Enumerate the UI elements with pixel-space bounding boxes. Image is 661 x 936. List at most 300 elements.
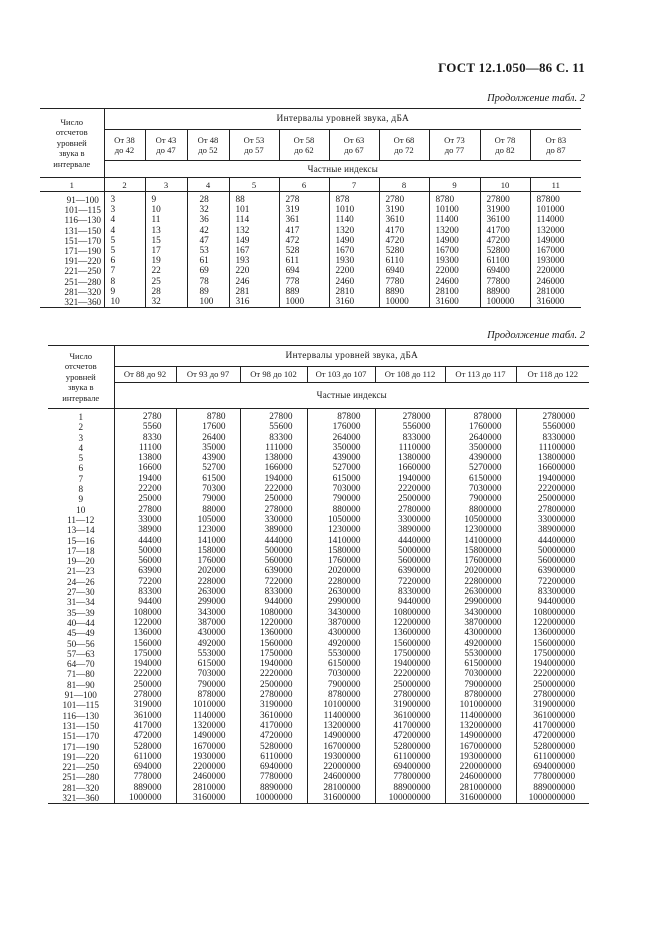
- index-value: 2280000: [307, 577, 375, 587]
- column-number: 9: [429, 178, 480, 192]
- row-header-line: звука в: [58, 148, 85, 159]
- index-value: 1080000: [240, 608, 307, 618]
- table-row: [40, 192, 581, 206]
- index-value: 22800000: [445, 577, 516, 587]
- row-header-line: Число: [60, 116, 84, 127]
- index-value: 220: [229, 266, 279, 276]
- index-value: 55300000: [445, 649, 516, 659]
- row-label: 221—250: [40, 266, 104, 276]
- index-value: 319000: [114, 700, 176, 710]
- index-value: 8780000: [307, 690, 375, 700]
- index-value: 9: [145, 192, 187, 206]
- index-value: 19300: [429, 256, 480, 266]
- index-value: 25000000: [537, 494, 576, 505]
- index-value: 1320000: [176, 721, 240, 731]
- interval-column-header-line: до 57: [244, 145, 264, 155]
- table-row: [48, 597, 589, 607]
- index-value: 1050000: [307, 515, 375, 525]
- index-value: 1000000: [114, 793, 176, 804]
- index-value: 278: [279, 192, 329, 206]
- index-value: 22: [145, 266, 187, 276]
- index-value: 122000: [114, 618, 176, 628]
- index-value: 1360000: [240, 628, 307, 638]
- index-value: 7030000: [445, 484, 516, 494]
- index-value: 528: [279, 246, 329, 256]
- index-value: 528000000: [533, 741, 576, 752]
- index-value: 19400: [114, 474, 176, 484]
- index-value: 193000000: [445, 752, 516, 762]
- index-value: 350000: [307, 443, 375, 453]
- index-value: 220000: [536, 266, 565, 277]
- index-value: 5000000: [375, 546, 445, 556]
- index-value: 70300000: [445, 669, 516, 679]
- index-value: 17600000: [445, 556, 516, 566]
- index-value: 26300000: [445, 587, 516, 597]
- index-value: 156000000: [533, 638, 576, 649]
- table-row: [48, 422, 589, 432]
- table-row: [48, 453, 589, 463]
- row-label: 24—26: [48, 577, 114, 587]
- index-value: 6110: [379, 256, 429, 266]
- row-label: 171—190: [40, 246, 104, 256]
- index-value: 13200000: [307, 721, 375, 731]
- table-row: [48, 762, 589, 772]
- index-value: 316000: [536, 297, 565, 308]
- table-row: [48, 742, 589, 752]
- index-value: 5560: [114, 422, 176, 432]
- table-row: [48, 409, 589, 423]
- index-value: 55600: [240, 422, 307, 432]
- index-value: 319: [279, 205, 329, 215]
- row-label: 10: [48, 505, 114, 515]
- index-value: 176000: [307, 422, 375, 432]
- index-value: 8330000: [542, 432, 576, 443]
- index-value: 38900000: [537, 525, 576, 536]
- index-value: 778000: [114, 772, 176, 782]
- index-value: 36100: [480, 215, 530, 225]
- row-label: 321—360: [48, 793, 114, 804]
- table-row: [48, 721, 589, 731]
- index-value: 5280: [379, 246, 429, 256]
- index-value: 52800000: [375, 742, 445, 752]
- index-value: 278000000: [533, 690, 576, 701]
- index-value: 6940000: [240, 762, 307, 772]
- index-value: 35000: [176, 443, 240, 453]
- index-value: 1220000: [240, 618, 307, 628]
- index-value: 17: [145, 246, 187, 256]
- index-value: 8780: [176, 409, 240, 423]
- index-value: 11: [145, 215, 187, 225]
- interval-column-header: [480, 130, 530, 161]
- index-value: 176000: [176, 556, 240, 566]
- interval-column-header-line: От 73: [444, 134, 465, 145]
- interval-column-header: От 93 до 97: [176, 367, 240, 383]
- interval-column-header-line: От 43: [155, 134, 177, 145]
- index-value: 10: [145, 205, 187, 215]
- index-value: 1010000: [176, 700, 240, 710]
- index-value: 88000: [176, 505, 240, 515]
- row-label: 101—115: [40, 205, 104, 215]
- index-value: 1940000: [375, 474, 445, 484]
- index-value: 50000000: [537, 545, 576, 556]
- index-value: 2780: [379, 192, 429, 206]
- index-value: 4720000: [240, 731, 307, 741]
- index-value: 4170000: [240, 721, 307, 731]
- index-value: 132000: [536, 225, 565, 236]
- index-value: 69: [187, 266, 229, 276]
- index-value: 42: [187, 226, 229, 236]
- row-label: 116—130: [48, 711, 114, 721]
- index-value: 28: [145, 287, 187, 297]
- index-value: 250000: [114, 680, 176, 690]
- index-value: 527000: [307, 463, 375, 473]
- interval-column-header-line: до 52: [198, 145, 218, 155]
- index-value: 83300000: [537, 587, 576, 598]
- index-value: 1380000: [375, 453, 445, 463]
- index-value: 156000: [114, 639, 176, 649]
- index-value: 108000: [114, 608, 176, 618]
- index-value: 41700000: [375, 721, 445, 731]
- interval-column-header-line: до 67: [344, 145, 364, 155]
- index-value: 28: [187, 192, 229, 206]
- index-value: 1140000: [176, 711, 240, 721]
- index-value: 330000: [240, 515, 307, 525]
- table-row: [48, 639, 589, 649]
- index-value: 889000000: [533, 782, 576, 793]
- interval-column-header: [187, 130, 229, 161]
- index-value: 194000: [114, 659, 176, 669]
- index-value: 94400: [114, 597, 176, 607]
- index-value: 36100000: [375, 711, 445, 721]
- index-value: 25000000: [375, 680, 445, 690]
- index-value: 5: [104, 246, 145, 256]
- index-value: 69400000: [375, 762, 445, 772]
- index-value: 34300000: [445, 608, 516, 618]
- interval-column-header-line: От 83: [545, 134, 567, 145]
- index-value: 889: [279, 287, 329, 297]
- index-value: 4440000: [375, 536, 445, 546]
- row-label: 57—63: [48, 649, 114, 659]
- index-value: 149: [229, 236, 279, 246]
- column-number: 8: [379, 178, 429, 192]
- index-value: 5280000: [240, 742, 307, 752]
- index-value: 1670000: [176, 742, 240, 752]
- index-value: 316: [229, 297, 279, 308]
- index-value: 38700000: [445, 618, 516, 628]
- index-value: 25000: [114, 494, 176, 504]
- index-value: 29900000: [445, 597, 516, 607]
- table-row: [48, 783, 589, 793]
- index-value: 5530000: [307, 649, 375, 659]
- index-value: 222000: [240, 484, 307, 494]
- index-value: 4: [104, 226, 145, 236]
- index-value: 27800000: [375, 690, 445, 700]
- column-number: 11: [551, 179, 560, 190]
- index-value: 2640000: [445, 433, 516, 443]
- row-label: 15—16: [48, 536, 114, 546]
- index-value: 694000: [114, 762, 176, 772]
- index-value: 639000: [240, 566, 307, 576]
- index-value: 3870000: [307, 618, 375, 628]
- index-value: 1320: [329, 226, 379, 236]
- index-value: 4170: [379, 226, 429, 236]
- index-value: 11400000: [307, 711, 375, 721]
- index-value: 166000: [240, 463, 307, 473]
- index-value: 12200000: [375, 618, 445, 628]
- row-label: 64—70: [48, 659, 114, 669]
- table-row: [48, 587, 589, 597]
- index-value: 2810000: [176, 783, 240, 793]
- row-header-line: уровней: [56, 137, 87, 148]
- index-value: 36: [187, 215, 229, 225]
- index-value: 72200000: [537, 576, 576, 587]
- index-value: 28100: [429, 287, 480, 297]
- row-label: 191—220: [40, 256, 104, 266]
- index-value: 149000: [536, 235, 565, 246]
- index-value: 15600000: [375, 639, 445, 649]
- index-value: 387000: [176, 618, 240, 628]
- index-value: 79000: [176, 494, 240, 504]
- index-value: 88900000: [375, 783, 445, 793]
- table-row: [40, 215, 581, 225]
- index-value: 114000000: [445, 711, 516, 721]
- index-value: 83300: [240, 433, 307, 443]
- row-label: 71—80: [48, 669, 114, 679]
- index-value: 141000: [176, 536, 240, 546]
- index-value: 694: [279, 266, 329, 276]
- table-row: [40, 287, 581, 297]
- index-value: 430000: [176, 628, 240, 638]
- index-value: 31900000: [375, 700, 445, 710]
- interval-column-header-line: до 47: [156, 145, 176, 155]
- interval-column-header-line: до 62: [294, 145, 314, 155]
- index-value: 16700000: [307, 742, 375, 752]
- index-value: 111000: [240, 443, 307, 453]
- row-label: 116—130: [40, 215, 104, 225]
- index-value: 343000: [176, 608, 240, 618]
- row-header-line: Число: [69, 350, 93, 361]
- index-value: 3: [104, 192, 145, 206]
- index-value: 16700: [429, 246, 480, 256]
- index-value: 1760000: [307, 556, 375, 566]
- index-value: 417000000: [533, 720, 576, 731]
- index-value: 193000: [536, 256, 565, 267]
- intervals-title: Интервалы уровней звука, дБА: [114, 346, 589, 367]
- index-value: 53: [187, 246, 229, 256]
- table-row: [48, 700, 589, 710]
- index-value: 132: [229, 226, 279, 236]
- index-value: 250000: [240, 494, 307, 504]
- index-value: 56000000: [537, 556, 576, 567]
- index-value: 194000: [240, 474, 307, 484]
- index-value: 27800000: [537, 504, 576, 515]
- index-value: 38900: [114, 525, 176, 535]
- index-value: 3610000: [240, 711, 307, 721]
- index-value: 4: [104, 215, 145, 225]
- index-value: 4390000: [445, 453, 516, 463]
- index-value: 28100000: [307, 783, 375, 793]
- table-row: [48, 463, 589, 473]
- index-value: 101000000: [445, 700, 516, 710]
- interval-column-header-line: до 42: [114, 145, 135, 155]
- table-row: [40, 236, 581, 246]
- index-value: 7: [104, 266, 145, 276]
- index-value: 4300000: [307, 628, 375, 638]
- index-value: 2780000: [375, 505, 445, 515]
- index-value: 32: [187, 205, 229, 215]
- index-value: 19400000: [537, 473, 576, 484]
- index-value: 281000000: [445, 783, 516, 793]
- index-value: 24600000: [307, 772, 375, 782]
- table-row: [48, 690, 589, 700]
- index-value: 16600000: [537, 463, 576, 474]
- index-value: 136000: [114, 628, 176, 638]
- table-row: [48, 443, 589, 453]
- index-value: 17600: [176, 422, 240, 432]
- index-value: 833000: [375, 433, 445, 443]
- table-row: [40, 297, 581, 308]
- table-row: [48, 484, 589, 494]
- index-value: 15: [145, 236, 187, 246]
- interval-column-header-line: От 38: [114, 134, 135, 145]
- index-value: 3: [104, 205, 145, 215]
- index-value: 70300: [176, 484, 240, 494]
- index-value: 615000: [307, 474, 375, 484]
- table-row: [40, 256, 581, 266]
- index-value: 13600000: [375, 628, 445, 638]
- index-value: 13800: [114, 453, 176, 463]
- index-value: 26400: [176, 433, 240, 443]
- index-value: 1930: [329, 256, 379, 266]
- row-header-line: звука в: [67, 382, 94, 393]
- index-value: 88: [229, 192, 279, 206]
- index-value: 500000: [240, 546, 307, 556]
- index-value: 77800000: [375, 772, 445, 782]
- index-value: 13800000: [537, 453, 576, 464]
- index-value: 2780: [114, 409, 176, 423]
- index-value: 123000: [176, 525, 240, 535]
- index-value: 722000: [240, 577, 307, 587]
- index-value: 11100: [114, 443, 176, 453]
- table-row: [48, 494, 589, 504]
- index-value: 88900: [480, 287, 530, 297]
- index-value: 10100: [429, 205, 480, 215]
- intervals-title: Интервалы уровней звука, дБА: [104, 109, 581, 130]
- index-value: 319000000: [533, 700, 576, 711]
- index-value: 20200000: [445, 566, 516, 576]
- index-value: 8330: [114, 433, 176, 443]
- table-row: [40, 226, 581, 236]
- index-value: 167000000: [445, 742, 516, 752]
- row-label: 35—39: [48, 608, 114, 618]
- index-value: 7780000: [240, 772, 307, 782]
- index-value: 878: [329, 192, 379, 206]
- index-value: 10000: [379, 297, 429, 308]
- index-value: 3190000: [240, 700, 307, 710]
- table-row: [48, 618, 589, 628]
- index-value: 87800: [307, 409, 375, 423]
- index-value: 44400000: [537, 535, 576, 546]
- interval-column-header: [229, 130, 279, 161]
- row-label: 251—280: [48, 772, 114, 782]
- index-value: 3430000: [307, 608, 375, 618]
- index-value: 6110000: [240, 752, 307, 762]
- index-value: 361: [279, 215, 329, 225]
- index-value: 10100000: [307, 700, 375, 710]
- row-label: 151—170: [40, 236, 104, 246]
- index-value: 10500000: [445, 515, 516, 525]
- interval-column-header: От 113 до 117: [445, 367, 516, 383]
- index-value: 7220000: [375, 577, 445, 587]
- table-row: [40, 277, 581, 287]
- index-value: 27800: [240, 409, 307, 423]
- index-value: 52700: [176, 463, 240, 473]
- continuation-label-2: Продолжение табл. 2: [487, 330, 585, 341]
- index-value: 4920000: [307, 639, 375, 649]
- interval-column-header-line: до 77: [444, 145, 465, 155]
- index-value: 10000000: [240, 793, 307, 804]
- index-value: 3610: [379, 215, 429, 225]
- interval-column-header: От 118 до 122: [527, 369, 579, 380]
- index-value: 100000: [480, 297, 530, 308]
- index-value: 14100000: [445, 536, 516, 546]
- index-value: 611000000: [533, 751, 576, 762]
- index-value: 703000: [307, 484, 375, 494]
- row-label: 191—220: [48, 752, 114, 762]
- index-value: 22000: [429, 266, 480, 276]
- index-value: 10800000: [375, 608, 445, 618]
- index-value: 87800: [536, 195, 560, 205]
- index-value: 2780000: [542, 412, 576, 422]
- index-value: 194000000: [533, 659, 576, 670]
- index-value: 22000000: [307, 762, 375, 772]
- interval-column-header-line: От 48: [197, 134, 219, 145]
- index-value: 778000000: [533, 772, 576, 783]
- row-label: 19—20: [48, 556, 114, 566]
- index-value: 114000: [536, 215, 565, 226]
- index-value: 1560000: [240, 639, 307, 649]
- row-label: 281—320: [40, 287, 104, 297]
- index-value: 439000: [307, 453, 375, 463]
- index-value: 1490000: [176, 731, 240, 741]
- index-value: 228000: [176, 577, 240, 587]
- table-row: [48, 556, 589, 566]
- indices-title: Частные индексы: [307, 163, 378, 174]
- index-value: 5: [104, 236, 145, 246]
- index-value: 17500000: [375, 649, 445, 659]
- interval-column-header-line: до 87: [546, 145, 566, 155]
- interval-column-header: [379, 130, 429, 161]
- row-label: 50—56: [48, 639, 114, 649]
- index-value: 2990000: [307, 597, 375, 607]
- row-label: 81—90: [48, 680, 114, 690]
- row-label: 31—34: [48, 597, 114, 607]
- index-value: 833000: [240, 587, 307, 597]
- index-value: 11100000: [538, 442, 576, 453]
- index-value: 417000: [114, 721, 176, 731]
- interval-column-header: [104, 130, 145, 161]
- index-value: 10: [104, 297, 145, 308]
- index-value: 2500000: [375, 494, 445, 504]
- index-value: 281000: [536, 286, 565, 297]
- index-value: 472: [279, 236, 329, 246]
- interval-column-header: От 98 до 102: [240, 367, 307, 383]
- index-value: 7780: [379, 277, 429, 287]
- interval-column-header-line: до 72: [394, 145, 414, 155]
- index-value: 8780: [429, 192, 480, 206]
- index-value: 1580000: [307, 546, 375, 556]
- index-value: 8330000: [375, 587, 445, 597]
